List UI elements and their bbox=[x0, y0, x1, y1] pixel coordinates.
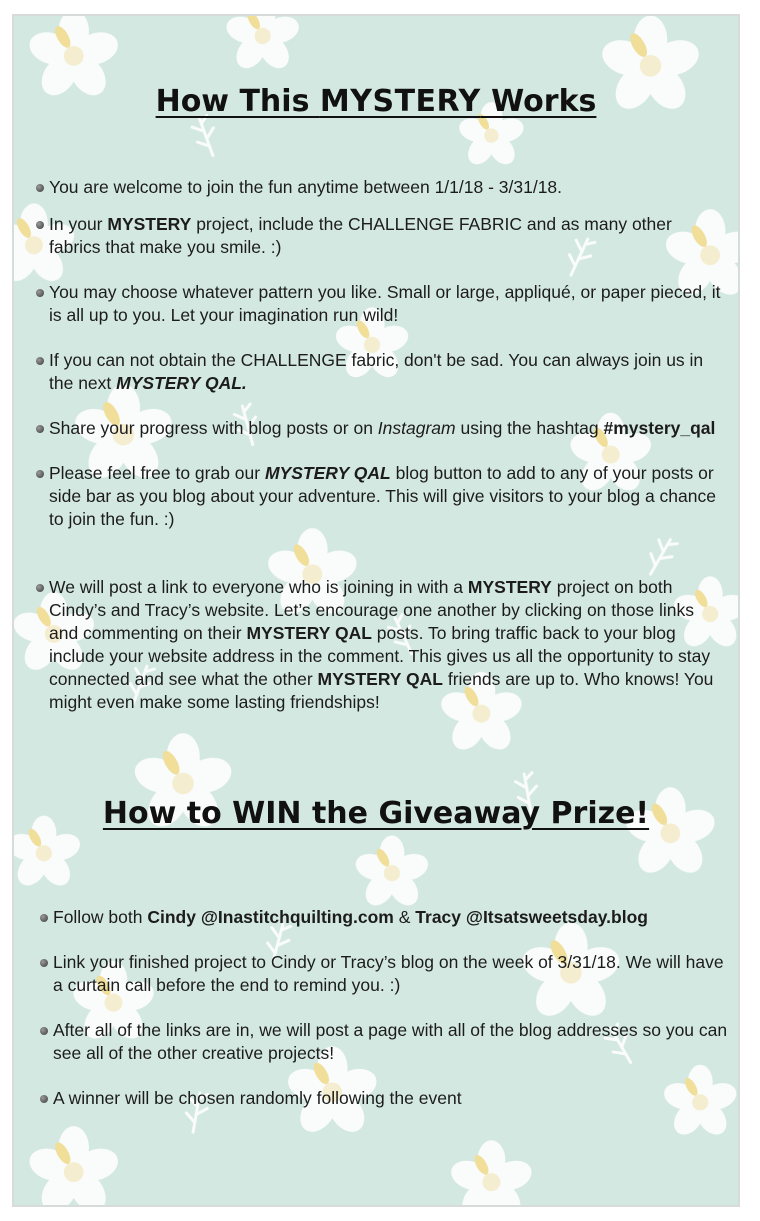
giveaway-list bbox=[40, 906, 730, 1110]
list-item: After all of the links are in, we will post a page with all of the blog addresses so you can see all of the other creative projects! bbox=[40, 1019, 730, 1065]
list-item: Follow both Cindy @Inastitchquilting.com & Tracy @Itsatsweetsday.blog bbox=[40, 906, 730, 929]
section1-title: How This MYSTERY Works bbox=[155, 84, 597, 119]
rules-list bbox=[36, 176, 726, 714]
list-item: We will post a link to everyone who is joining in with a MYSTERY project on both Cindy’s and Tracy’s website. Let’s encourage one another by clicking on those links and commenting on their MYSTERY QAL posts. To bring traffic back to your blog include your website address in the comment. This gives us all the opportunity to stay connected and see what the other MYSTERY QAL friends are up to. Who knows! You might even make some lasting friendships! bbox=[36, 576, 726, 714]
list-item: In your MYSTERY project, include the CHALLENGE FABRIC and as many other fabrics that make you smile. :) bbox=[36, 213, 726, 259]
list-item: Please feel free to grab our MYSTERY QAL blog button to add to any of your posts or side bar as you blog about your adventure. This will give visitors to your blog a chance to join the fun. :) bbox=[36, 462, 726, 531]
section2-title: How to WIN the Giveaway Prize! bbox=[102, 796, 650, 831]
list-item: If you can not obtain the CHALLENGE fabric, don't be sad. You can always join us in the next MYSTERY QAL. bbox=[36, 349, 726, 395]
flyer bbox=[12, 14, 740, 1207]
list-item: Share your progress with blog posts or on Instagram using the hashtag #mystery_qal bbox=[36, 417, 726, 440]
list-item: You may choose whatever pattern you like. Small or large, appliqué, or paper pieced, it is all up to you. Let your imagination run wild! bbox=[36, 281, 726, 327]
list-item: You are welcome to join the fun anytime between 1/1/18 - 3/31/18. bbox=[36, 176, 726, 199]
list-item: A winner will be chosen randomly following the event bbox=[40, 1087, 730, 1110]
list-item: Link your finished project to Cindy or Tracy’s blog on the week of 3/31/18. We will have a curtain call before the end to remind you. :) bbox=[40, 951, 730, 997]
